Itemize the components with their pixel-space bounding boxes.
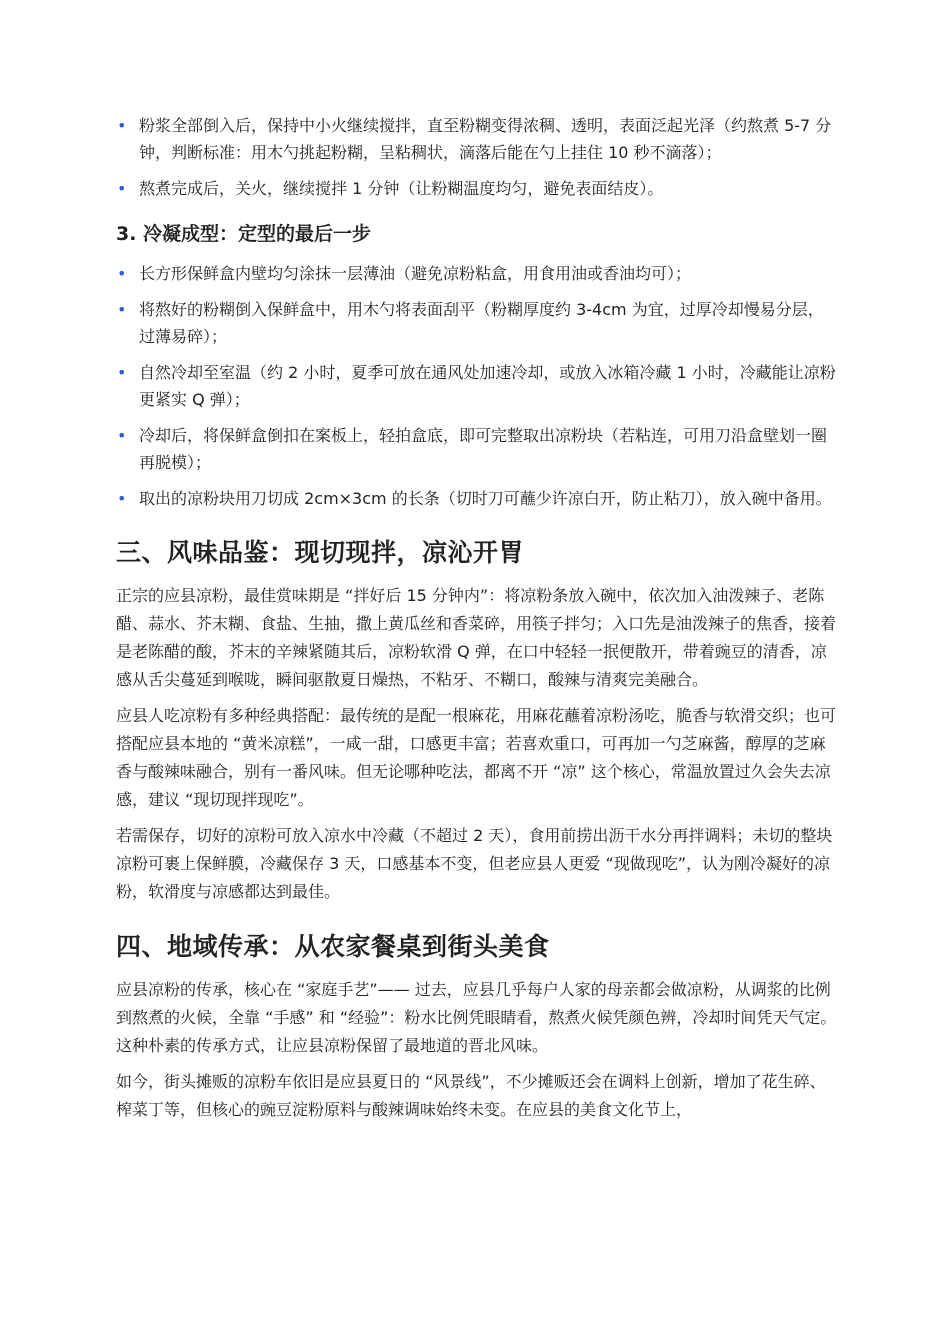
bullet-icon: • xyxy=(117,264,127,283)
list-item: • 长方形保鲜盒内壁均匀涂抹一层薄油（避免凉粉粘盒，用食用油或香油均可）； xyxy=(116,260,838,287)
setting-steps-list xyxy=(116,260,838,512)
bullet-icon: • xyxy=(117,300,127,319)
paragraph: 应县人吃凉粉有多种经典搭配：最传统的是配一根麻花，用麻花蘸着凉粉汤吃，脆香与软滑交织；也可搭配应县本地的 “黄米凉糕”，一咸一甜，口感更丰富；若喜欢重口，可再加一勺芝麻酱，醇厚的芝麻香与酸辣味融合，别有一番风味。但无论哪种吃法，都离不开 “凉” 这个核心，常温放置过久会失去凉感，建议 “现切现拌现吃”。 xyxy=(116,706,837,809)
list-item: • 熬煮完成后，关火，继续搅拌 1 分钟（让粉糊温度均匀，避免表面结皮）。 xyxy=(116,175,838,202)
subsection-title: 3. 冷凝成型：定型的最后一步 xyxy=(116,223,372,245)
bullet-icon: • xyxy=(117,489,127,508)
paragraph: 正宗的应县凉粉，最佳赏味期是 “拌好后 15 分钟内”：将凉粉条放入碗中，依次加入油泼辣子、老陈醋、蒜水、芥末糊、食盐、生抽，撒上黄瓜丝和香菜碎，用筷子拌匀；入口先是油泼辣子的焦香，接着是老陈醋的酸，芥末的辛辣紧随其后，凉粉软滑 Q 弹，在口中轻轻一抿便散开，带着豌豆的清香，凉感从舌尖蔓延到喉咙，瞬间驱散夏日燥热，不粘牙、不糊口，酸辣与清爽完美融合。 xyxy=(116,586,837,689)
list-item: • 取出的凉粉块用刀切成 2cm×3cm 的长条（切时刀可蘸少许凉白开，防止粘刀），放入碗中备用。 xyxy=(116,485,838,512)
bullet-icon: • xyxy=(117,426,127,445)
list-item: • 将熬好的粉糊倒入保鲜盒中，用木勺将表面刮平（粉糊厚度约 3-4cm 为宜，过厚冷却慢易分层，过薄易碎）； xyxy=(116,296,838,350)
bullet-icon: • xyxy=(117,363,127,382)
bullet-icon: • xyxy=(117,179,127,198)
list-item: • 冷却后，将保鲜盒倒扣在案板上，轻拍盒底，即可完整取出凉粉块（若粘连，可用刀沿盒壁划一圈再脱模）； xyxy=(116,422,838,476)
section-title-heritage: 四、地域传承：从农家餐桌到街头美食 xyxy=(116,932,550,961)
bullet-icon: • xyxy=(117,116,127,135)
section-title-flavor: 三、风味品鉴：现切现拌，凉沁开胃 xyxy=(116,538,525,567)
boiling-steps-list xyxy=(116,112,838,202)
paragraph: 如今，街头摊贩的凉粉车依旧是应县夏日的 “风景线”，不少摊贩还会在调料上创新，增加了花生碎、榨菜丁等，但核心的豌豆淀粉原料与酸辣调味始终未变。在应县的美食文化节上， xyxy=(116,1072,826,1119)
paragraph: 若需保存，切好的凉粉可放入凉水中冷藏（不超过 2 天），食用前捞出沥干水分再拌调料；未切的整块凉粉可裹上保鲜膜，冷藏保存 3 天，口感基本不变，但老应县人更爱 “现做现吃”，认为刚冷凝好的凉粉，软滑度与凉感都达到最佳。 xyxy=(116,826,833,901)
paragraph: 应县凉粉的传承，核心在 “家庭手艺”—— 过去，应县几乎每户人家的母亲都会做凉粉，从调浆的比例到熬煮的火候，全靠 “手感” 和 “经验”：粉水比例凭眼睛看，熬煮火候凭颜色辨，冷却时间凭天气定。这种朴素的传承方式，让应县凉粉保留了最地道的晋北风味。 xyxy=(116,980,837,1055)
list-item: • 粉浆全部倒入后，保持中小火继续搅拌，直至粉糊变得浓稠、透明，表面泛起光泽（约熬煮 5-7 分钟，判断标准：用木勺挑起粉糊，呈粘稠状，滴落后能在勺上挂住 10 秒不滴落）； xyxy=(116,112,838,166)
list-item: • 自然冷却至室温（约 2 小时，夏季可放在通风处加速冷却，或放入冰箱冷藏 1 小时，冷藏能让凉粉更紧实 Q 弹）； xyxy=(116,359,838,413)
